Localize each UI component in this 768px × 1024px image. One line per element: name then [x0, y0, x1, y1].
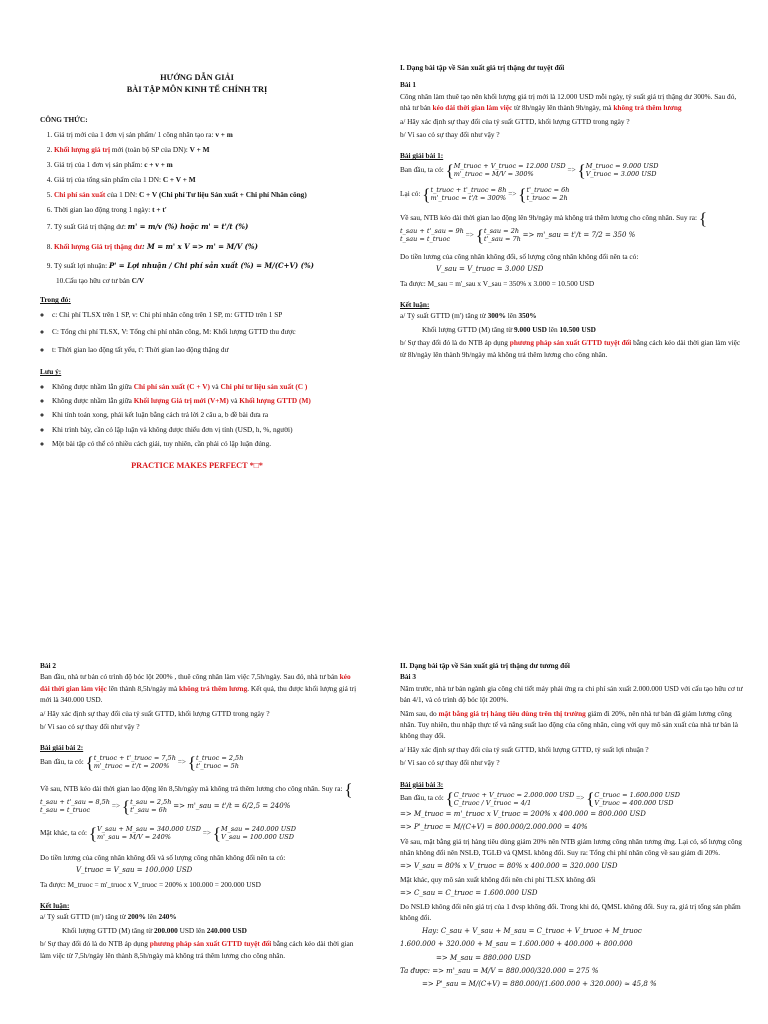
equation-system: Mặt khác, ta có: {V_sau + M_sau = 340.000 USD m'_sau = M/V = 240% => {M_sau = 240.000 USD V_sau = 100.000 USD [40, 823, 296, 843]
question-b: b/ Vì sao có sự thay đổi như vậy ? [400, 130, 500, 140]
exercise-text: Năm sau, do mặt bằng giá trị hàng tiêu dùng trên thị trường giảm đi 20%, nên nhà tư bản đã giảm lương công nhân. Tuy nhiên, thu nhập thực tế và năng suất lao động của công nhân, cùng với quy mô sản xuất của nhà tư bản là không thay đổi. [400, 708, 739, 741]
equation-line: Ta được: M_truoc = m'_truoc x V_truoc = 200% x 100.000 = 200.000 USD [40, 879, 261, 889]
equation-line: => M_truoc = m'_truoc x V_truoc = 200% x 400.000 = 800.000 USD [400, 810, 646, 819]
equation-line: => P'_sau = M/(C+V) = 880.000/(1.600.000 + 320.000) ≈ 45,8 % [422, 980, 657, 989]
equation-system: Lại có: {t_truoc + t'_truoc = 8h m'_truoc = t'/t = 300% => {t'_truoc = 6h t_truoc = 2h [400, 184, 570, 204]
equation-line: V_sau = V_truoc = 3.000 USD [436, 265, 544, 274]
note-list [40, 381, 354, 450]
conclusion-a: a/ Tỷ suất GTTD (m') tăng từ 200% lên 240% [40, 912, 177, 922]
conclusion-b: b/ Sự thay đổi đó là do NTB áp dụng phương pháp sản xuất GTTD tuyệt đối bằng cách kéo dài thời gian làm việc từ 7,5h/ngày lên thành 8,5h/ngày mà không trả thêm lương cho công nhân. [40, 939, 354, 960]
question-a: a/ Hãy xác định sự thay đổi của tỷ suất GTTD, khối lượng GTTD trong ngày ? [400, 116, 630, 126]
equation-system: Về sau, NTB kéo dài thời gian lao động lên 8,5h/ngày mà không trả thêm lương cho công nhân. Suy ra: {t_sau + t'_sau = 8,5h t_sau = t_truoc => {t_sau = 2,5h t'_sau = 6h => m'_sau = t'/t = 6/2,5 = 240% [40, 779, 353, 816]
note-item: ◦ Khi tính toán xong, phải kết luận bằng cách trả lời 2 câu a, b đề bài đưa ra [52, 409, 354, 420]
equation-line: Ta được: => m'_sau = M/V = 880.000/320.000 = 275 % [400, 966, 599, 975]
formula-item: 4. Giá trị của tổng sản phẩm của 1 DN: C + V + M [54, 174, 354, 185]
conclusion-a2: Khối lượng GTTD (M) tăng từ 9.000 USD lên 10.500 USD [422, 324, 596, 334]
equation-system: Ban đầu, ta có: {C_truoc + V_truoc = 2.000.000 USD C_truoc / V_truoc = 4/1 => {C_truoc = 1.600.000 USD V_truoc = 400.000 USD [400, 789, 680, 809]
equation-line: => V_sau = 80% x V_truoc = 80% x 400.000 = 320.000 USD [400, 861, 618, 870]
section-heading: II. Dạng bài tập về Sản xuất giá trị thặng dư tương đối [400, 661, 570, 670]
conclusion-heading: Kết luận: [400, 300, 430, 310]
equation-line: 1.600.000 + 320.000 + M_sau = 1.600.000 + 400.000 + 800.000 [400, 940, 633, 949]
where-item: ◦ t: Thời gian lao động tất yếu, t': Thời gian lao động thặng dư [52, 344, 354, 355]
solution-heading: Bài giải bài 3: [400, 779, 444, 789]
formula-item: 2. Khối lượng giá trị mới (toàn bộ SP của DN): V + M [54, 144, 354, 155]
equation-line: => M_sau = 880.000 USD [436, 953, 531, 962]
solution-text: Do tiền lương của công nhân không đổi, số lượng công nhân không đổi nên ta có: [400, 251, 639, 261]
formula-item: 3. Giá trị của 1 đơn vị sản phẩm: c + v + m [54, 159, 354, 170]
note-item: ◦ Không được nhầm lẫn giữa Khối lượng Giá trị mới (V+M) và Khối lượng GTTD (M) [52, 395, 354, 406]
page-exercise-2 [0, 512, 384, 1024]
conclusion-heading: Kết luận: [40, 901, 70, 911]
equation-line: => P'_truoc = M/(C+V) = 800.000/2.000.000 = 40% [400, 823, 588, 832]
exercise-heading: Bài 1 [400, 80, 417, 90]
formula-item-10: 10.Cấu tạo hữu cơ tư bản C/V [56, 276, 145, 286]
equation-line: Hay: C_sau + V_sau + M_sau = C_truoc + V_truoc + M_truoc [422, 926, 642, 935]
where-heading: Trong đó: [40, 295, 71, 305]
formula-item: 8. Khối lượng Giá trị thặng dư: M = m' x V => m' = M/V (%) [54, 241, 354, 252]
exercise-text: Công nhân làm thuê tạo nên khối lượng giá trị mới là 12.000 USD mỗi ngày, tỷ suất giá trị thặng dư 300%. Sau đó, nhà tư bản kéo dài thời gian làm việc từ 8h/ngày lên thành 9h/ngày, mà không trả thêm lương [400, 91, 737, 113]
equation-line: V_truoc = V_sau = 100.000 USD [76, 866, 193, 875]
exercise-text: Ban đầu, nhà tư bản có trình độ bóc lột 200% , thuê công nhân làm việc 7,5h/ngày. Sau đó, nhà tư bản kéo dài thời gian làm việc lên thành 8,5h/ngày mà không trả thêm lương. Kết quả, thu được khối lượng giá trị mới là 340.000 USD. [40, 672, 357, 705]
exercise-heading: Bài 3 [400, 672, 417, 682]
question-b: b/ Vì sao có sự thay đổi như vậy ? [40, 722, 140, 732]
solution-text: Do tiền lương của công nhân không đổi và số lượng công nhân không đổi nên ta có: [40, 852, 286, 862]
where-list [40, 309, 354, 355]
note-item: ◦ Một bài tập có thể có nhiều cách giải, tuy nhiên, cần phải có lập luận đúng. [52, 438, 354, 449]
conclusion-b: b/ Sự thay đổi đó là do NTB áp dụng phương pháp sản xuất GTTD tuyệt đối bằng cách kéo dài thời gian làm việc từ 8h/ngày lên thành 9h/ngày mà không trả thêm lương cho công nhân. [400, 338, 741, 359]
where-item: ◦ C: Tổng chi phí TLSX, V: Tổng chi phí nhân công, M: Khối lượng GTTD thu được [52, 326, 354, 337]
equation-system: Ban đầu, ta có: {t_truoc + t'_truoc = 7,5h m'_truoc = t'/t = 200% => {t_truoc = 2,5h t'_truoc = 5h [40, 752, 244, 772]
exercise-text: Năm trước, nhà tư bản ngành gia công chi tiết máy phải ứng ra chi phí sản xuất 2.000.000 USD với cấu tạo hữu cơ tư bản 4/1, và có trình độ bóc lột 200%. [400, 683, 743, 705]
question-a: a/ Hãy xác định sự thay đổi của tỷ suất GTTD, khối lượng GTTD trong ngày ? [40, 708, 270, 718]
equation-system: Về sau, NTB kéo dài thời gian lao động lên 9h/ngày mà không trả thêm lương cho công nhân. Suy ra: {t_sau + t'_sau = 9h t_sau = t_truoc => {t_sau = 2h t'_sau = 7h => m'_sau = t'/t = 7/2 = 350 % [400, 208, 707, 245]
solution-text: Do NSLĐ không đổi nên giá trị của 1 đvsp không đổi. Trong khi đó, QMSL không đổi. Suy ra, giá trị tổng sản phẩm không đổi. [400, 901, 741, 923]
page-exercise-3 [384, 512, 768, 1024]
practice-slogan: PRACTICE MAKES PERFECT *□* [131, 460, 263, 470]
equation-line: => C_sau = C_truoc = 1.600.000 USD [400, 888, 538, 897]
doc-title: HƯỚNG DẪN GIẢI [160, 73, 234, 82]
formula-list [40, 129, 354, 271]
solution-heading: Bài giải bài 2: [40, 743, 84, 753]
formula-item: 9. Tỷ suất lợi nhuận: P' = Lợi nhuận / Chi phí sản xuất (%) = M/(C+V) (%) [54, 260, 354, 271]
equation-line: Ta được: M_sau = m'_sau x V_sau = 350% x 3.000 = 10.500 USD [400, 278, 595, 288]
formula-item: 1. Giá trị mới của 1 đơn vị sản phẩm/ 1 công nhân tạo ra: v + m [54, 129, 354, 140]
formulas-heading: CÔNG THỨC: [40, 115, 88, 124]
solution-text: Mặt khác, quy mô sản xuất không đổi nên chi phí TLSX không đổi [400, 875, 596, 885]
page-exercise-1 [384, 0, 768, 512]
note-item: ◦ Không được nhầm lẫn giữa Chi phí sản xuất (C + V) và Chi phí tư liệu sản xuất (C ) [52, 381, 354, 392]
formula-item: 7. Tỷ suất Giá trị thặng dư: m' = m/v (%) hoặc m' = t'/t (%) [54, 221, 354, 232]
conclusion-a: a/ Tỷ suất GTTD (m') tăng từ 300% lên 350% [400, 311, 537, 321]
solution-text: Về sau, mặt bằng giá trị hàng tiêu dùng giảm 20% nên NTB giảm lương công nhân tương ứng. Lại có, số lượng công nhân không đổi nên NSLĐ, TGLĐ và QMSL không đổi. Suy ra: Tổng chi phí nhân công về sau giảm đi 20%. [400, 836, 742, 858]
where-item: ◦ c: Chi phí TLSX trên 1 SP, v: Chi phí nhân công trên 1 SP, m: GTTD trên 1 SP [52, 309, 354, 320]
formula-item: 5. Chi phí sản xuất của 1 DN: C + V (Chi phí Tư liệu Sản xuất + Chi phí Nhân công) [54, 189, 354, 200]
note-heading: Lưu ý: [40, 367, 62, 377]
section-heading: I. Dạng bài tập về Sản xuất giá trị thặng dư tuyệt đối [400, 63, 565, 72]
doc-subtitle: BÀI TẬP MÔN KINH TẾ CHÍNH TRỊ [126, 85, 268, 94]
formula-item: 6. Thời gian lao động trong 1 ngày: t + t' [54, 204, 354, 215]
note-item: ◦ Khi trình bày, cần có lập luận và không được thiếu đơn vị tính (USD, h, %, người) [52, 424, 354, 435]
conclusion-a2: Khối lượng GTTD (M) tăng từ 200.000 USD lên 240.000 USD [62, 925, 247, 935]
question-a: a/ Hãy xác định sự thay đổi của tỷ suất GTTD, khối lượng GTTD, tỷ suất lợi nhuận ? [400, 744, 649, 754]
solution-heading: Bài giải bài 1: [400, 151, 444, 161]
question-b: b/ Vì sao có sự thay đổi như vậy ? [400, 758, 500, 768]
page-formulas [0, 0, 384, 512]
equation-system: Ban đầu, ta có: {M_truoc + V_truoc = 12.000 USD m'_truoc = M/V = 300% => {M_truoc = 9.000 USD V_truoc = 3.000 USD [400, 160, 659, 180]
exercise-heading: Bài 2 [40, 661, 57, 670]
